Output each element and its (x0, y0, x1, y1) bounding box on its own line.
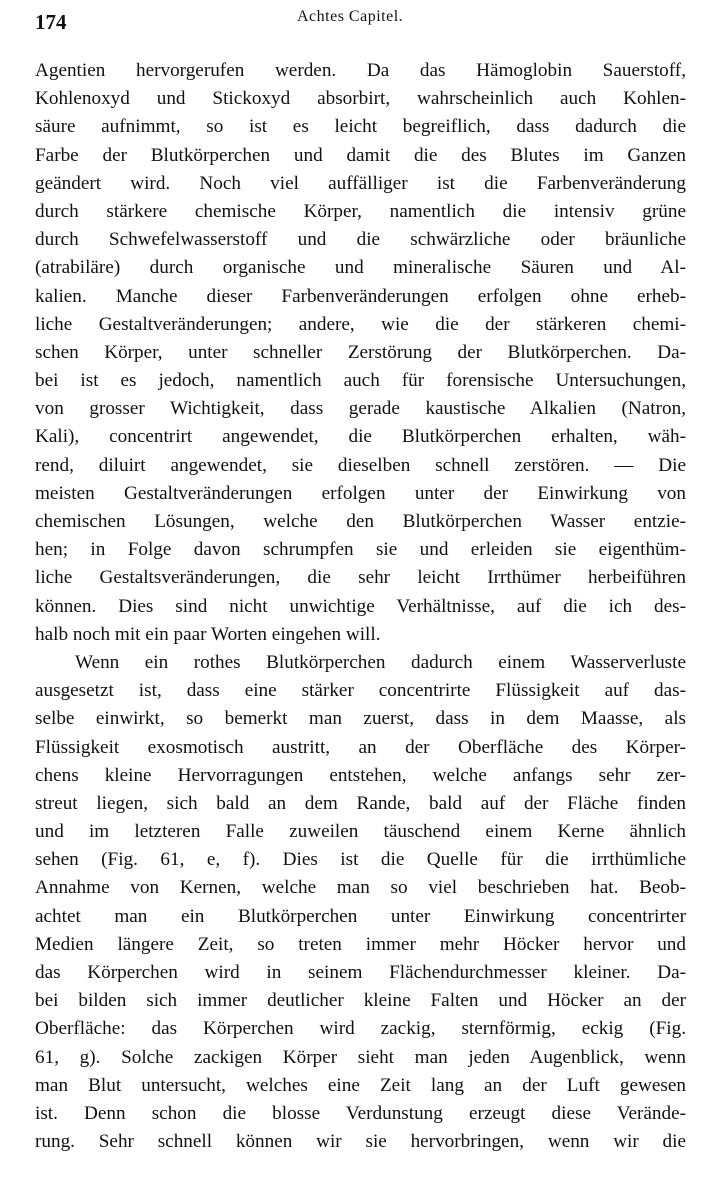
text-line: schen Körper, unter schneller Zerstörung der Blutkörperchen. Da- (35, 341, 686, 363)
text-line: säure aufnimmt, so ist es leicht begreiflich, dass dadurch die (35, 116, 686, 138)
text-line: bei ist es jedoch, namentlich auch für forensische Untersuchungen, (35, 370, 686, 392)
running-title: Achtes Capitel. (297, 8, 404, 25)
text-line: durch stärkere chemische Körper, namentlich die intensiv grüne (35, 200, 686, 222)
text-line: halb noch mit ein paar Worten eingehen will. (35, 623, 381, 645)
text-line: bei bilden sich immer deutlicher kleine Falten und Höcker an der (35, 990, 686, 1012)
text-line: selbe einwirkt, so bemerkt man zuerst, dass in dem Maasse, als (35, 708, 686, 730)
text-line: kalien. Manche dieser Farbenveränderungen erfolgen ohne erheb- (35, 285, 686, 307)
page-number: 174 (35, 10, 67, 34)
text-line: Flüssigkeit exosmotisch austritt, an der Oberfläche des Körper- (35, 736, 686, 758)
text-line: man Blut untersucht, welches eine Zeit lang an der Luft gewesen (35, 1074, 686, 1096)
paragraph (35, 57, 686, 649)
paragraph (35, 649, 686, 1156)
text-line: Wenn ein rothes Blutkörperchen dadurch einem Wasserverluste (75, 651, 686, 673)
text-line: Kali), concentrirt angewendet, die Blutkörperchen erhalten, wäh- (35, 426, 686, 448)
text-line: chemischen Lösungen, welche den Blutkörperchen Wasser entzie- (35, 511, 686, 532)
text-line: sehen (Fig. 61, e, f). Dies ist die Quelle für die irrthümliche (35, 849, 686, 871)
page-body (35, 57, 686, 1156)
text-line: streut liegen, sich bald an dem Rande, bald auf der Fläche finden (35, 792, 686, 814)
text-line: hen; in Folge davon schrumpfen sie und erleiden sie eigenthüm- (35, 539, 686, 561)
text-line: liche Gestaltsveränderungen, die sehr leicht Irrthümer herbeiführen (35, 567, 686, 589)
text-line: liche Gestaltveränderungen; andere, wie die der stärkeren chemi- (35, 313, 686, 335)
text-line: durch Schwefelwasserstoff und die schwärzliche oder bräunliche (35, 229, 686, 251)
text-line: das Körperchen wird in seinem Flächendurchmesser kleiner. Da- (35, 962, 686, 983)
text-line: können. Dies sind nicht unwichtige Verhältnisse, auf die ich des- (35, 595, 686, 617)
text-line: und im letzteren Falle zuweilen täuschend einem Kerne ähnlich (35, 821, 686, 843)
text-line: Oberfläche: das Körperchen wird zackig, sternförmig, eckig (Fig. (35, 1018, 686, 1040)
text-line: 61, g). Solche zackigen Körper sieht man jeden Augenblick, wenn (35, 1046, 686, 1068)
text-line: geändert wird. Noch viel auffälliger ist die Farbenveränderung (35, 172, 686, 194)
text-line: ist. Denn schon die blosse Verdunstung erzeugt diese Verände- (35, 1102, 686, 1124)
text-line: rung. Sehr schnell können wir sie hervorbringen, wenn wir die (35, 1131, 686, 1153)
text-line: meisten Gestaltveränderungen erfolgen unter der Einwirkung von (35, 482, 686, 504)
text-line: von grosser Wichtigkeit, dass gerade kaustische Alkalien (Natron, (35, 398, 686, 420)
text-line: Agentien hervorgerufen werden. Da das Hämoglobin Sauerstoff, (35, 60, 686, 81)
text-line: chens kleine Hervorragungen entstehen, welche anfangs sehr zer- (35, 764, 686, 786)
page-header (35, 6, 686, 40)
text-line: Annahme von Kernen, welche man so viel beschrieben hat. Beob- (35, 877, 686, 899)
text-line: Medien längere Zeit, so treten immer mehr Höcker hervor und (35, 933, 686, 955)
text-line: Kohlenoxyd und Stickoxyd absorbirt, wahrscheinlich auch Kohlen- (35, 88, 686, 110)
text-line: achtet man ein Blutkörperchen unter Einwirkung concentrirter (35, 905, 686, 927)
text-line: (atrabiläre) durch organische und mineralische Säuren und Al- (35, 257, 686, 279)
text-line: ausgesetzt ist, dass eine stärker concentrirte Flüssigkeit auf das- (35, 680, 686, 702)
text-line: rend, diluirt angewendet, sie dieselben schnell zerstören. — Die (35, 454, 686, 476)
text-line: Farbe der Blutkörperchen und damit die des Blutes im Ganzen (35, 144, 686, 166)
